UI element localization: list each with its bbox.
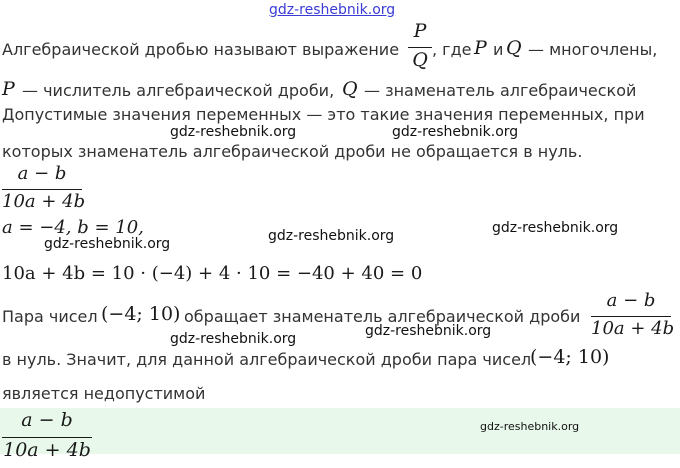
fraction-bar: [591, 316, 671, 317]
watermark: gdz-reshebnik.org: [480, 420, 580, 433]
definition-and: и: [493, 40, 504, 59]
expression-fraction: [2, 163, 86, 215]
denominator-calculation: 10a + 4b = 10 · (−4) + 4 · 10 = −40 + 40 = 0: [2, 263, 423, 284]
conclusion-part-1: Пара чисел: [2, 307, 98, 326]
definition-line-2-clip: [0, 76, 680, 100]
fraction-denominator: 10a + 4b: [591, 318, 675, 339]
fraction-numerator: a − b: [17, 163, 67, 184]
conclusion-line-3: является недопустимой: [2, 384, 206, 403]
fraction-bar: [2, 437, 92, 438]
definition-numerator-text: — числитель алгебраической дроби,: [22, 81, 335, 100]
admissible-line-1: Допустимые значения переменных — это такие значения переменных, при: [2, 105, 645, 124]
conclusion-line-2: в нуль. Значит, для данной алгебраической дроби пара чисел: [2, 350, 532, 369]
watermark: gdz-reshebnik.org: [492, 220, 619, 236]
fraction-bar: [2, 189, 82, 190]
fraction-denominator: Q: [412, 49, 428, 71]
definition-fraction: [408, 20, 432, 76]
definition-intro: Алгебраической дробью называют выражение: [2, 40, 400, 59]
fraction-numerator: P: [413, 20, 427, 42]
conclusion-part-2: обращает знаменатель алгебраической дроби: [184, 307, 581, 326]
watermark: gdz-reshebnik.org: [44, 236, 171, 252]
watermark: gdz-reshebnik.org: [268, 228, 395, 244]
admissible-line-2: которых знаменатель алгебраической дроби не обращается в нуль.: [2, 142, 583, 161]
watermark-top: gdz-reshebnik.org: [269, 2, 396, 18]
watermark: gdz-reshebnik.org: [170, 124, 297, 140]
watermark: gdz-reshebnik.org: [392, 124, 519, 140]
variable-p: P: [474, 37, 487, 59]
variable-values: a = −4, b = 10,: [2, 217, 144, 238]
fraction-numerator: a − b: [21, 409, 73, 431]
fraction-denominator: 10a + 4b: [2, 191, 86, 212]
definition-polynomials: — многочлены,: [528, 40, 658, 59]
watermark: gdz-reshebnik.org: [365, 323, 492, 339]
definition-denominator-text: — знаменатель алгебраической: [364, 81, 637, 100]
variable-p-2: P: [2, 78, 15, 100]
watermark: gdz-reshebnik.org: [170, 331, 297, 347]
fraction-denominator: 10a + 4b: [3, 439, 91, 461]
variable-q-2: Q: [342, 78, 358, 100]
inline-fraction: [591, 290, 675, 342]
number-pair: (−4; 10): [101, 303, 181, 325]
fraction-bar: [408, 47, 432, 48]
definition-where: , где: [432, 40, 472, 59]
fraction-numerator: a − b: [606, 290, 656, 311]
answer-fraction: [2, 408, 92, 468]
number-pair-2: (−4; 10): [530, 346, 610, 368]
variable-q: Q: [506, 37, 522, 59]
